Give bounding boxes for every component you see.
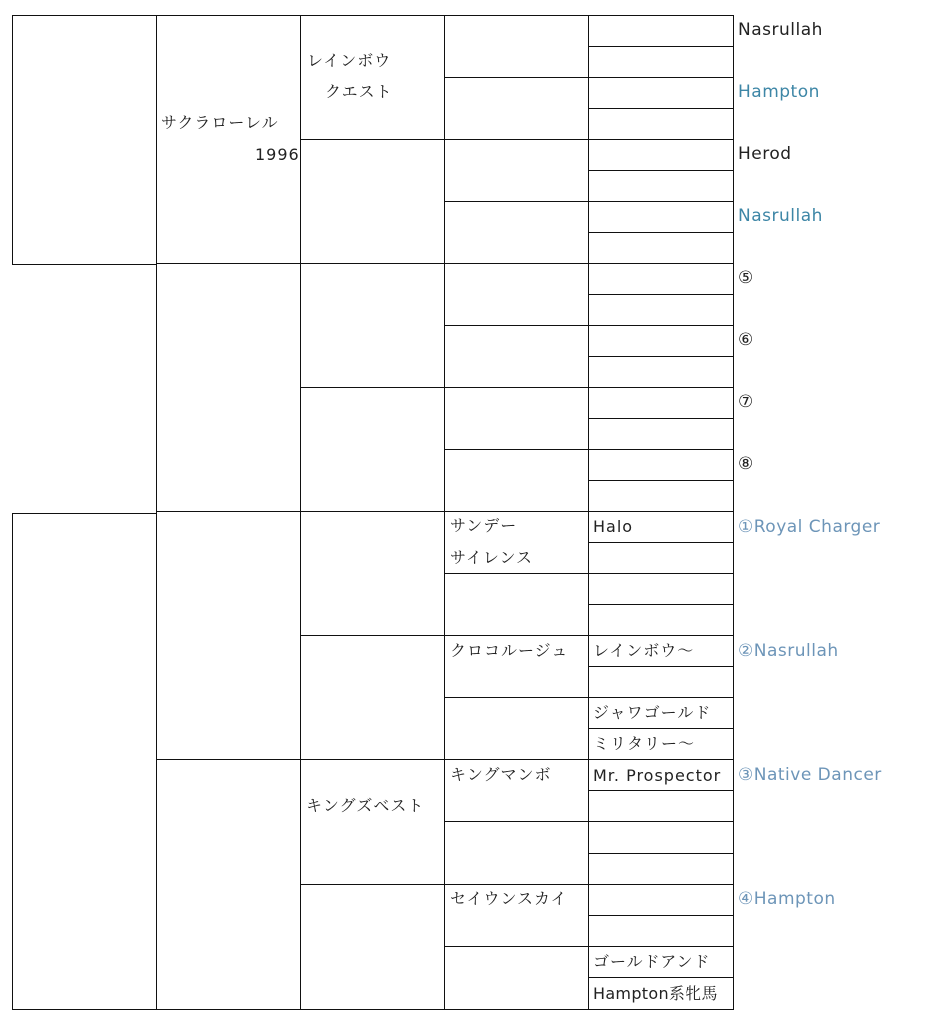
horse-halo: Halo xyxy=(593,517,634,536)
annotation-nasrullah-3: ②Nasrullah xyxy=(738,641,839,661)
annotation-8: ⑧ xyxy=(738,454,754,474)
gen5-cell-8 xyxy=(588,232,734,265)
gen2-cell-2 xyxy=(156,263,302,513)
gen4-cell-7 xyxy=(444,387,590,451)
gen3-cell-4 xyxy=(300,387,446,513)
annotation-herod: Herod xyxy=(738,144,792,164)
horse-seiun-sky: セイウンスカイ xyxy=(450,889,568,908)
gen5-cell-7 xyxy=(588,201,734,234)
gen5-cell-27 xyxy=(588,821,734,855)
annotation-6: ⑥ xyxy=(738,330,754,350)
gen5-cell-9 xyxy=(588,263,734,296)
horse-sunday-silence-line1: サンデー xyxy=(450,516,518,535)
gen5-cell-3 xyxy=(588,77,734,110)
gen5-cell-22 xyxy=(588,666,734,699)
gen5-cell-29 xyxy=(588,884,734,917)
horse-sakura-laurel-year: 1996 xyxy=(255,145,300,164)
gen2-cell-1 xyxy=(156,15,302,265)
horse-kings-best: キングズベスト xyxy=(306,796,425,815)
gen4-cell-16 xyxy=(444,946,590,1010)
gen3-cell-6 xyxy=(300,635,446,761)
gen3-cell-8 xyxy=(300,884,446,1010)
gen4-cell-8 xyxy=(444,449,590,513)
gen5-cell-6 xyxy=(588,170,734,203)
gen5-cell-10 xyxy=(588,294,734,327)
horse-hampton-mare: Hampton系牝馬 xyxy=(593,984,718,1003)
gen5-cell-13 xyxy=(588,387,734,420)
gen4-cell-3 xyxy=(444,139,590,203)
gen5-cell-20 xyxy=(588,604,734,637)
gen5-cell-2 xyxy=(588,46,734,79)
horse-sakura-laurel: サクラローレル xyxy=(161,113,279,132)
gen2-cell-4 xyxy=(156,759,302,1010)
gen1-dam-cell xyxy=(12,513,158,1010)
horse-military-short: ミリタリー〜 xyxy=(593,734,696,753)
gen4-cell-12 xyxy=(444,697,590,761)
gen5-cell-5 xyxy=(588,139,734,172)
gen1-sire-cell xyxy=(12,15,158,265)
gen4-cell-1 xyxy=(444,15,590,79)
horse-kroco-rouge: クロコルージュ xyxy=(450,641,569,660)
gen5-cell-15 xyxy=(588,449,734,482)
annotation-hampton: Hampton xyxy=(738,82,820,102)
annotation-7: ⑦ xyxy=(738,392,754,412)
horse-java-gold: ジャワゴールド xyxy=(593,703,712,722)
annotation-nasrullah-2: Nasrullah xyxy=(738,206,823,226)
horse-kingmambo: キングマンボ xyxy=(450,765,552,784)
annotation-nasrullah-1: Nasrullah xyxy=(738,20,823,40)
annotation-royal-charger: ①Royal Charger xyxy=(738,517,881,537)
horse-gold-and: ゴールドアンド xyxy=(593,952,711,971)
gen2-cell-3 xyxy=(156,511,302,761)
horse-mr-prospector: Mr. Prospector xyxy=(593,766,722,785)
annotation-native-dancer: ③Native Dancer xyxy=(738,765,882,785)
gen3-cell-2 xyxy=(300,139,446,265)
gen5-cell-18 xyxy=(588,542,734,575)
gen5-cell-1 xyxy=(588,15,734,48)
annotation-5: ⑤ xyxy=(738,268,754,288)
gen5-cell-19 xyxy=(588,573,734,606)
horse-sunday-silence-line2: サイレンス xyxy=(450,548,534,567)
gen5-cell-11 xyxy=(588,325,734,358)
gen5-cell-12 xyxy=(588,356,734,389)
gen5-cell-26 xyxy=(588,790,734,823)
gen3-cell-7 xyxy=(300,759,446,886)
annotation-hampton-4: ④Hampton xyxy=(738,889,836,909)
gen4-cell-10 xyxy=(444,573,590,637)
horse-rainbow-quest-line1: レインボウ xyxy=(307,51,392,70)
gen5-cell-16 xyxy=(588,480,734,513)
horse-rainbow-short: レインボウ〜 xyxy=(593,641,695,660)
horse-rainbow-quest-line2: クエスト xyxy=(325,82,393,101)
gen5-cell-4 xyxy=(588,108,734,141)
gen3-cell-1 xyxy=(300,15,446,141)
gen4-cell-2 xyxy=(444,77,590,141)
gen4-cell-5 xyxy=(444,263,590,327)
gen3-cell-3 xyxy=(300,263,446,389)
gen4-cell-6 xyxy=(444,325,590,389)
gen4-cell-14 xyxy=(444,821,590,886)
gen5-cell-30 xyxy=(588,915,734,948)
gen3-cell-5 xyxy=(300,511,446,637)
gen5-cell-28 xyxy=(588,853,734,886)
gen4-cell-4 xyxy=(444,201,590,265)
gen5-cell-14 xyxy=(588,418,734,451)
